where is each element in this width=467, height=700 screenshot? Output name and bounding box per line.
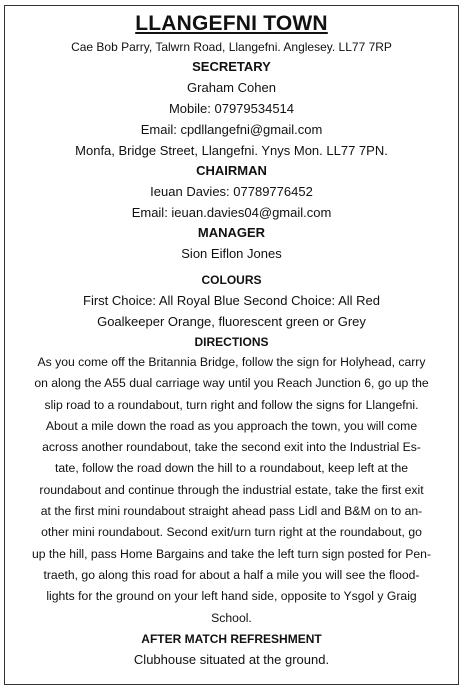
- secretary-address: Monfa, Bridge Street, Llangefni. Ynys Mon. LL77 7PN.: [75, 143, 388, 158]
- directions-line: on along the A55 dual carriage way until you Reach Junction 6, go up the: [34, 376, 429, 391]
- directions-heading: DIRECTIONS: [194, 335, 269, 349]
- directions-line: at the first mini roundabout straight ahead pass Lidl and B&M on to an-: [40, 504, 423, 519]
- chairman-email: Email: ieuan.davies04@gmail.com: [131, 205, 332, 220]
- secretary-name: Graham Cohen: [187, 80, 276, 95]
- secretary-heading: SECRETARY: [192, 59, 271, 74]
- manager-name: Sion Eiflon Jones: [181, 246, 282, 261]
- ground-address: Cae Bob Parry, Talwrn Road, Llangefni. Anglesey. LL77 7RP: [71, 40, 392, 54]
- directions-line: up the hill, pass Home Bargains and take the left turn sign posted for Pen-: [31, 546, 432, 561]
- secretary-email: Email: cpdllangefni@gmail.com: [140, 122, 323, 137]
- directions-line: School.: [211, 610, 252, 625]
- directions-line: slip road to a roundabout, turn right and follow the signs for Llangefni.: [44, 397, 419, 412]
- chairman-name-phone: Ieuan Davies: 07789776452: [150, 184, 313, 199]
- refreshment-heading: AFTER MATCH REFRESHMENT: [141, 631, 322, 646]
- directions-line: lights for the ground on your left hand side, opposite to Ysgol y Graig: [46, 589, 417, 604]
- club-title: LLANGEFNI TOWN: [135, 12, 328, 35]
- club-info-card: [4, 5, 459, 685]
- directions-line: other mini roundabout. Second exit/urn turn right at the roundabout, go: [41, 525, 422, 540]
- refreshment-text: Clubhouse situated at the ground.: [133, 651, 330, 667]
- directions-line: tate, follow the road down the hill to a roundabout, keep left at the: [55, 461, 408, 476]
- directions-line: roundabout and continue through the industrial estate, take the first exit: [39, 482, 424, 497]
- directions-text: [5, 352, 458, 629]
- colours-choices: First Choice: All Royal Blue Second Choice: All Red: [83, 293, 380, 308]
- directions-line: About a mile down the road as you approach the town, you will come: [45, 418, 418, 433]
- colours-goalkeeper: Goalkeeper Orange, fluorescent green or Grey: [97, 314, 366, 329]
- directions-line: traeth, go along this road for about a half a mile you will see the flood-: [43, 567, 420, 582]
- directions-line: As you come off the Britannia Bridge, follow the sign for Holyhead, carry: [37, 355, 426, 369]
- chairman-heading: CHAIRMAN: [196, 163, 267, 178]
- directions-line: across another roundabout, take the second exit into the Industrial Es-: [42, 440, 421, 455]
- secretary-mobile: Mobile: 07979534514: [168, 101, 295, 116]
- colours-heading: COLOURS: [201, 273, 262, 287]
- manager-heading: MANAGER: [197, 225, 266, 240]
